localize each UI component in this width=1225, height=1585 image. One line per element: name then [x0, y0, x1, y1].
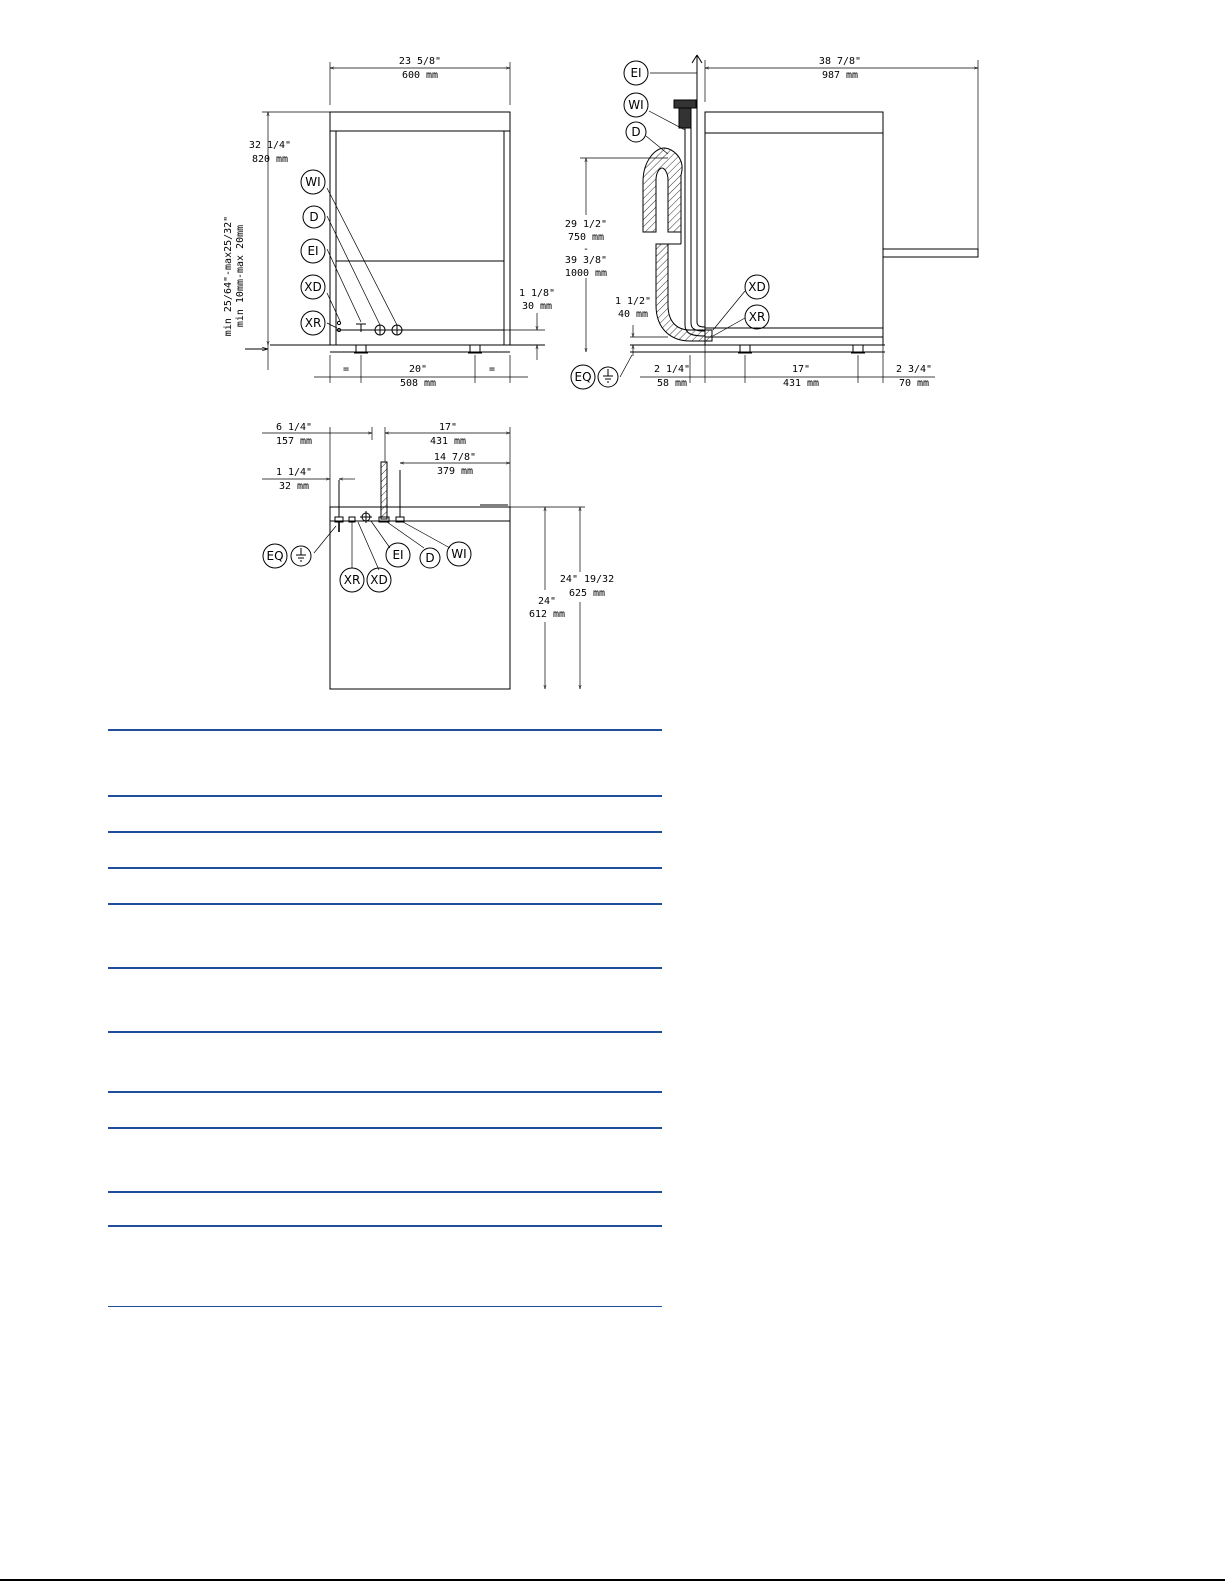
label-wi-front — [301, 170, 325, 194]
side-rear-offset-in: 2 1/4" — [653, 364, 691, 375]
drain-height-min-in: 29 1/2" — [564, 219, 608, 230]
front-width-mm: 600 mm — [401, 70, 439, 81]
svg-text:D: D — [425, 551, 435, 565]
side-view — [565, 55, 978, 389]
svg-text:XD: XD — [748, 280, 766, 294]
top-cabinet-outline — [330, 507, 510, 689]
svg-text:EQ: EQ — [266, 549, 284, 563]
side-conn-height-mm: 40 mm — [617, 309, 649, 320]
label-xr-front — [301, 311, 325, 335]
front-conn-height-mm: 30 mm — [521, 301, 553, 312]
installation-diagram — [0, 0, 1225, 720]
top-depth-b-in: 24" 19/32 — [559, 574, 615, 585]
drain-height-max-in: 39 3/8" — [564, 255, 608, 266]
front-height-in: 32 1/4" — [248, 140, 292, 151]
side-conn-height-in: 1 1/2" — [614, 296, 652, 307]
svg-text:XR: XR — [304, 316, 322, 330]
spec-table-row — [108, 795, 662, 831]
label-ei-front — [301, 239, 325, 263]
label-d-side — [626, 122, 646, 142]
front-conn-height-in: 1 1/8" — [518, 288, 556, 299]
top-depth-b-mm: 625 mm — [568, 588, 606, 599]
top-span-b-mm: 379 mm — [436, 466, 474, 477]
side-feet-spacing-in: 17" — [791, 364, 811, 375]
svg-text:XR: XR — [343, 573, 361, 587]
top-offset-a-in: 6 1/4" — [275, 422, 313, 433]
feet-range-mm: min 10mm-max 20mm — [235, 224, 246, 328]
spec-table-row — [108, 903, 662, 967]
label-xd-front — [301, 275, 325, 299]
top-offset-b-in: 1 1/4" — [275, 467, 313, 478]
top-span-a-mm: 431 mm — [429, 436, 467, 447]
equal-mark-right: = — [488, 364, 496, 375]
svg-text:WI: WI — [628, 98, 644, 112]
top-view — [262, 422, 614, 689]
spec-table-row — [108, 831, 662, 867]
top-depth-a-in: 24" — [537, 596, 557, 607]
top-offset-b-mm: 32 mm — [278, 481, 310, 492]
label-xr-side — [745, 305, 769, 329]
svg-text:XD: XD — [304, 280, 322, 294]
svg-text:XR: XR — [748, 310, 766, 324]
feet-range-in: min 25/64"-max25/32" — [223, 215, 234, 337]
spec-table-row — [108, 729, 662, 795]
spec-table-row — [108, 1127, 662, 1191]
front-height-mm: 820 mm — [251, 154, 289, 165]
svg-text:D: D — [309, 210, 319, 224]
spec-table-row — [108, 1225, 662, 1307]
spec-table-row — [108, 867, 662, 903]
top-depth-a-mm: 612 mm — [528, 609, 566, 620]
front-feet-spacing-mm: 508 mm — [399, 378, 437, 389]
svg-text:XD: XD — [370, 573, 388, 587]
top-span-a-in: 17" — [438, 422, 458, 433]
label-wi-top — [447, 542, 471, 566]
side-cabinet-outline — [705, 112, 883, 345]
top-span-b-in: 14 7/8" — [433, 452, 477, 463]
page-bottom-rule — [0, 1579, 1225, 1581]
svg-text:D: D — [631, 125, 641, 139]
spec-table — [108, 729, 662, 1307]
label-d-top — [420, 548, 440, 568]
label-xr-top — [340, 568, 364, 592]
svg-text:WI: WI — [305, 175, 321, 189]
label-eq-side — [571, 365, 618, 389]
spec-table-row — [108, 1191, 662, 1225]
label-xd-side — [745, 275, 769, 299]
label-eq-top — [263, 544, 311, 568]
front-width-in: 23 5/8" — [398, 56, 442, 67]
drain-height-max-mm: 1000 mm — [564, 268, 608, 279]
label-d-front — [303, 206, 325, 228]
svg-text:EI: EI — [392, 548, 404, 562]
label-wi-side — [624, 93, 648, 117]
drain-height-sep: - — [582, 244, 590, 255]
side-depth-mm: 987 mm — [821, 70, 859, 81]
label-ei-top — [386, 543, 410, 567]
svg-text:WI: WI — [451, 547, 467, 561]
front-feet-spacing-in: 20" — [408, 364, 428, 375]
side-front-offset-in: 2 3/4" — [895, 364, 933, 375]
spec-table-row — [108, 967, 662, 1031]
front-cabinet-outline — [330, 112, 510, 345]
side-front-offset-mm: 70 mm — [898, 378, 930, 389]
label-ei-side — [624, 61, 648, 85]
label-xd-top — [367, 568, 391, 592]
svg-text:EI: EI — [630, 66, 642, 80]
front-view — [223, 56, 555, 389]
svg-text:EQ: EQ — [574, 370, 592, 384]
svg-text:EI: EI — [307, 244, 319, 258]
drain-height-min-mm: 750 mm — [567, 232, 605, 243]
side-depth-in: 38 7/8" — [818, 56, 862, 67]
side-rear-offset-mm: 58 mm — [656, 378, 688, 389]
spec-table-row — [108, 1091, 662, 1127]
side-feet-spacing-mm: 431 mm — [782, 378, 820, 389]
spec-table-row — [108, 1031, 662, 1091]
top-offset-a-mm: 157 mm — [275, 436, 313, 447]
equal-mark-left: = — [342, 364, 350, 375]
